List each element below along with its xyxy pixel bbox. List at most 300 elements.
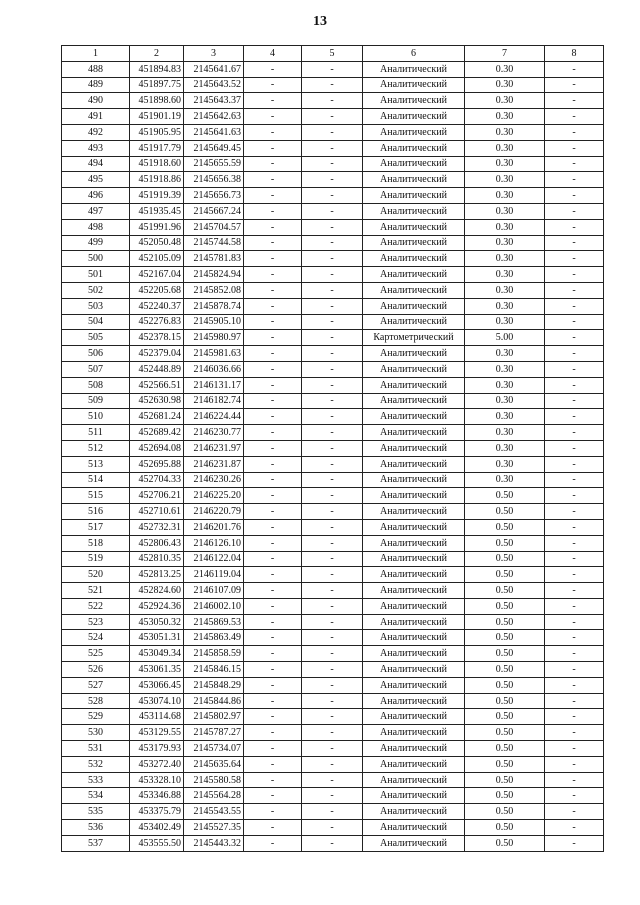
x-coordinate-cell: 452704.33 [130, 472, 184, 488]
x-coordinate-cell: 451918.60 [130, 156, 184, 172]
method-cell: Аналитический [363, 725, 465, 741]
accuracy-cell: 0.50 [465, 677, 545, 693]
accuracy-cell: 0.50 [465, 567, 545, 583]
header-cell: 6 [363, 46, 465, 62]
accuracy-cell: 0.50 [465, 725, 545, 741]
y-coordinate-cell: 2145824.94 [184, 267, 244, 283]
column-8-cell: - [545, 109, 604, 125]
x-coordinate-cell: 453049.34 [130, 646, 184, 662]
column-4-cell: - [244, 203, 302, 219]
column-5-cell: - [302, 124, 363, 140]
point-number-cell: 529 [62, 709, 130, 725]
table-row [62, 203, 604, 219]
column-5-cell: - [302, 804, 363, 820]
method-cell: Аналитический [363, 425, 465, 441]
accuracy-cell: 0.30 [465, 346, 545, 362]
column-8-cell: - [545, 203, 604, 219]
accuracy-cell: 0.50 [465, 741, 545, 757]
point-number-cell: 494 [62, 156, 130, 172]
point-number-cell: 530 [62, 725, 130, 741]
column-4-cell: - [244, 109, 302, 125]
method-cell: Аналитический [363, 693, 465, 709]
table-row [62, 504, 604, 520]
column-5-cell: - [302, 235, 363, 251]
column-8-cell: - [545, 756, 604, 772]
point-number-cell: 536 [62, 820, 130, 836]
y-coordinate-cell: 2146182.74 [184, 393, 244, 409]
table-row [62, 61, 604, 77]
y-coordinate-cell: 2146119.04 [184, 567, 244, 583]
table-row [62, 662, 604, 678]
table-row [62, 567, 604, 583]
column-5-cell: - [302, 156, 363, 172]
y-coordinate-cell: 2145443.32 [184, 835, 244, 851]
column-8-cell: - [545, 267, 604, 283]
x-coordinate-cell: 453402.49 [130, 820, 184, 836]
table-row [62, 77, 604, 93]
column-5-cell: - [302, 330, 363, 346]
accuracy-cell: 0.30 [465, 156, 545, 172]
x-coordinate-cell: 452710.61 [130, 504, 184, 520]
column-5-cell: - [302, 725, 363, 741]
column-4-cell: - [244, 267, 302, 283]
accuracy-cell: 0.30 [465, 203, 545, 219]
column-5-cell: - [302, 61, 363, 77]
table-row [62, 298, 604, 314]
point-number-cell: 492 [62, 124, 130, 140]
accuracy-cell: 0.50 [465, 820, 545, 836]
table-row [62, 251, 604, 267]
point-number-cell: 510 [62, 409, 130, 425]
method-cell: Аналитический [363, 456, 465, 472]
y-coordinate-cell: 2145802.97 [184, 709, 244, 725]
table-row [62, 630, 604, 646]
header-cell: 1 [62, 46, 130, 62]
method-cell: Аналитический [363, 835, 465, 851]
column-4-cell: - [244, 314, 302, 330]
column-8-cell: - [545, 646, 604, 662]
method-cell: Аналитический [363, 188, 465, 204]
column-4-cell: - [244, 235, 302, 251]
accuracy-cell: 0.50 [465, 551, 545, 567]
column-4-cell: - [244, 741, 302, 757]
x-coordinate-cell: 453179.93 [130, 741, 184, 757]
column-5-cell: - [302, 267, 363, 283]
accuracy-cell: 0.50 [465, 614, 545, 630]
method-cell: Аналитический [363, 219, 465, 235]
table-row [62, 677, 604, 693]
column-4-cell: - [244, 361, 302, 377]
y-coordinate-cell: 2145848.29 [184, 677, 244, 693]
column-4-cell: - [244, 551, 302, 567]
method-cell: Аналитический [363, 235, 465, 251]
y-coordinate-cell: 2146107.09 [184, 583, 244, 599]
column-8-cell: - [545, 298, 604, 314]
accuracy-cell: 0.30 [465, 425, 545, 441]
column-5-cell: - [302, 298, 363, 314]
x-coordinate-cell: 452050.48 [130, 235, 184, 251]
column-5-cell: - [302, 282, 363, 298]
column-4-cell: - [244, 835, 302, 851]
column-5-cell: - [302, 93, 363, 109]
x-coordinate-cell: 452824.60 [130, 583, 184, 599]
column-8-cell: - [545, 741, 604, 757]
y-coordinate-cell: 2145858.59 [184, 646, 244, 662]
method-cell: Аналитический [363, 709, 465, 725]
column-4-cell: - [244, 630, 302, 646]
column-5-cell: - [302, 693, 363, 709]
accuracy-cell: 0.30 [465, 219, 545, 235]
column-4-cell: - [244, 709, 302, 725]
y-coordinate-cell: 2146231.87 [184, 456, 244, 472]
column-4-cell: - [244, 456, 302, 472]
method-cell: Аналитический [363, 61, 465, 77]
column-4-cell: - [244, 677, 302, 693]
column-4-cell: - [244, 646, 302, 662]
column-8-cell: - [545, 282, 604, 298]
y-coordinate-cell: 2145641.63 [184, 124, 244, 140]
column-5-cell: - [302, 314, 363, 330]
column-4-cell: - [244, 172, 302, 188]
y-coordinate-cell: 2145980.97 [184, 330, 244, 346]
y-coordinate-cell: 2145869.53 [184, 614, 244, 630]
x-coordinate-cell: 451894.83 [130, 61, 184, 77]
accuracy-cell: 0.50 [465, 835, 545, 851]
table-row [62, 756, 604, 772]
method-cell: Аналитический [363, 409, 465, 425]
method-cell: Аналитический [363, 93, 465, 109]
table-row [62, 456, 604, 472]
column-8-cell: - [545, 725, 604, 741]
column-4-cell: - [244, 219, 302, 235]
point-number-cell: 537 [62, 835, 130, 851]
method-cell: Аналитический [363, 662, 465, 678]
y-coordinate-cell: 2145744.58 [184, 235, 244, 251]
x-coordinate-cell: 452630.98 [130, 393, 184, 409]
point-number-cell: 521 [62, 583, 130, 599]
column-4-cell: - [244, 614, 302, 630]
column-5-cell: - [302, 440, 363, 456]
method-cell: Аналитический [363, 377, 465, 393]
x-coordinate-cell: 451897.75 [130, 77, 184, 93]
method-cell: Аналитический [363, 156, 465, 172]
column-5-cell: - [302, 504, 363, 520]
page-number: 13 [313, 14, 327, 29]
header-cell: 7 [465, 46, 545, 62]
point-number-cell: 515 [62, 488, 130, 504]
column-8-cell: - [545, 219, 604, 235]
accuracy-cell: 0.50 [465, 488, 545, 504]
y-coordinate-cell: 2145643.52 [184, 77, 244, 93]
point-number-cell: 524 [62, 630, 130, 646]
column-5-cell: - [302, 77, 363, 93]
column-5-cell: - [302, 251, 363, 267]
table-row [62, 140, 604, 156]
column-5-cell: - [302, 456, 363, 472]
column-8-cell: - [545, 61, 604, 77]
point-number-cell: 533 [62, 772, 130, 788]
x-coordinate-cell: 452105.09 [130, 251, 184, 267]
method-cell: Аналитический [363, 440, 465, 456]
column-4-cell: - [244, 567, 302, 583]
y-coordinate-cell: 2145878.74 [184, 298, 244, 314]
y-coordinate-cell: 2145844.86 [184, 693, 244, 709]
column-4-cell: - [244, 346, 302, 362]
column-8-cell: - [545, 709, 604, 725]
column-5-cell: - [302, 219, 363, 235]
method-cell: Аналитический [363, 614, 465, 630]
method-cell: Аналитический [363, 472, 465, 488]
point-number-cell: 532 [62, 756, 130, 772]
y-coordinate-cell: 2146230.77 [184, 425, 244, 441]
table-row [62, 583, 604, 599]
column-4-cell: - [244, 140, 302, 156]
column-4-cell: - [244, 93, 302, 109]
column-8-cell: - [545, 662, 604, 678]
table-row [62, 440, 604, 456]
accuracy-cell: 0.30 [465, 109, 545, 125]
x-coordinate-cell: 452813.25 [130, 567, 184, 583]
x-coordinate-cell: 452167.04 [130, 267, 184, 283]
column-8-cell: - [545, 156, 604, 172]
column-5-cell: - [302, 425, 363, 441]
y-coordinate-cell: 2146131.17 [184, 377, 244, 393]
column-5-cell: - [302, 772, 363, 788]
accuracy-cell: 0.30 [465, 172, 545, 188]
x-coordinate-cell: 453328.10 [130, 772, 184, 788]
table-row [62, 425, 604, 441]
accuracy-cell: 0.30 [465, 93, 545, 109]
column-5-cell: - [302, 140, 363, 156]
method-cell: Аналитический [363, 504, 465, 520]
y-coordinate-cell: 2145642.63 [184, 109, 244, 125]
y-coordinate-cell: 2145656.73 [184, 188, 244, 204]
column-4-cell: - [244, 124, 302, 140]
column-5-cell: - [302, 756, 363, 772]
y-coordinate-cell: 2145580.58 [184, 772, 244, 788]
y-coordinate-cell: 2145656.38 [184, 172, 244, 188]
column-5-cell: - [302, 393, 363, 409]
column-5-cell: - [302, 203, 363, 219]
table-row [62, 741, 604, 757]
column-8-cell: - [545, 251, 604, 267]
point-number-cell: 517 [62, 519, 130, 535]
accuracy-cell: 0.50 [465, 662, 545, 678]
column-8-cell: - [545, 519, 604, 535]
point-number-cell: 509 [62, 393, 130, 409]
point-number-cell: 508 [62, 377, 130, 393]
x-coordinate-cell: 451919.39 [130, 188, 184, 204]
accuracy-cell: 0.50 [465, 504, 545, 520]
y-coordinate-cell: 2146230.26 [184, 472, 244, 488]
column-5-cell: - [302, 820, 363, 836]
column-5-cell: - [302, 519, 363, 535]
y-coordinate-cell: 2146224.44 [184, 409, 244, 425]
x-coordinate-cell: 452689.42 [130, 425, 184, 441]
method-cell: Аналитический [363, 314, 465, 330]
x-coordinate-cell: 453066.45 [130, 677, 184, 693]
table-row [62, 519, 604, 535]
column-4-cell: - [244, 788, 302, 804]
column-5-cell: - [302, 662, 363, 678]
column-8-cell: - [545, 488, 604, 504]
column-5-cell: - [302, 567, 363, 583]
y-coordinate-cell: 2145543.55 [184, 804, 244, 820]
table-row [62, 235, 604, 251]
x-coordinate-cell: 453129.55 [130, 725, 184, 741]
point-number-cell: 506 [62, 346, 130, 362]
table-row [62, 804, 604, 820]
point-number-cell: 507 [62, 361, 130, 377]
method-cell: Аналитический [363, 124, 465, 140]
accuracy-cell: 0.30 [465, 235, 545, 251]
column-4-cell: - [244, 504, 302, 520]
table-row [62, 188, 604, 204]
y-coordinate-cell: 2145649.45 [184, 140, 244, 156]
table-row [62, 535, 604, 551]
method-cell: Аналитический [363, 820, 465, 836]
table-row [62, 267, 604, 283]
table-row [62, 172, 604, 188]
point-number-cell: 522 [62, 598, 130, 614]
column-8-cell: - [545, 346, 604, 362]
column-8-cell: - [545, 772, 604, 788]
column-5-cell: - [302, 614, 363, 630]
table-row [62, 409, 604, 425]
column-8-cell: - [545, 330, 604, 346]
x-coordinate-cell: 452448.89 [130, 361, 184, 377]
point-number-cell: 518 [62, 535, 130, 551]
column-8-cell: - [545, 425, 604, 441]
table-row [62, 330, 604, 346]
y-coordinate-cell: 2146220.79 [184, 504, 244, 520]
y-coordinate-cell: 2145655.59 [184, 156, 244, 172]
x-coordinate-cell: 452695.88 [130, 456, 184, 472]
point-number-cell: 488 [62, 61, 130, 77]
x-coordinate-cell: 451935.45 [130, 203, 184, 219]
column-4-cell: - [244, 393, 302, 409]
point-number-cell: 499 [62, 235, 130, 251]
column-4-cell: - [244, 330, 302, 346]
y-coordinate-cell: 2145846.15 [184, 662, 244, 678]
column-8-cell: - [545, 409, 604, 425]
point-number-cell: 535 [62, 804, 130, 820]
column-8-cell: - [545, 77, 604, 93]
accuracy-cell: 0.30 [465, 393, 545, 409]
method-cell: Аналитический [363, 788, 465, 804]
x-coordinate-cell: 452379.04 [130, 346, 184, 362]
column-4-cell: - [244, 77, 302, 93]
x-coordinate-cell: 453346.88 [130, 788, 184, 804]
column-5-cell: - [302, 677, 363, 693]
table-row [62, 788, 604, 804]
x-coordinate-cell: 452566.51 [130, 377, 184, 393]
y-coordinate-cell: 2145641.67 [184, 61, 244, 77]
column-8-cell: - [545, 314, 604, 330]
x-coordinate-cell: 451991.96 [130, 219, 184, 235]
method-cell: Аналитический [363, 361, 465, 377]
accuracy-cell: 0.30 [465, 251, 545, 267]
x-coordinate-cell: 453555.50 [130, 835, 184, 851]
x-coordinate-cell: 451905.95 [130, 124, 184, 140]
column-5-cell: - [302, 630, 363, 646]
y-coordinate-cell: 2145787.27 [184, 725, 244, 741]
y-coordinate-cell: 2145643.37 [184, 93, 244, 109]
column-4-cell: - [244, 298, 302, 314]
point-number-cell: 514 [62, 472, 130, 488]
table-row [62, 282, 604, 298]
table-row [62, 472, 604, 488]
method-cell: Аналитический [363, 583, 465, 599]
column-5-cell: - [302, 488, 363, 504]
accuracy-cell: 0.50 [465, 788, 545, 804]
y-coordinate-cell: 2146036.66 [184, 361, 244, 377]
method-cell: Аналитический [363, 140, 465, 156]
column-5-cell: - [302, 788, 363, 804]
column-4-cell: - [244, 725, 302, 741]
method-cell: Аналитический [363, 203, 465, 219]
column-4-cell: - [244, 472, 302, 488]
column-4-cell: - [244, 188, 302, 204]
point-number-cell: 523 [62, 614, 130, 630]
point-number-cell: 519 [62, 551, 130, 567]
column-8-cell: - [545, 835, 604, 851]
method-cell: Аналитический [363, 109, 465, 125]
table-row [62, 314, 604, 330]
x-coordinate-cell: 452694.08 [130, 440, 184, 456]
column-5-cell: - [302, 583, 363, 599]
method-cell: Аналитический [363, 772, 465, 788]
table-row [62, 551, 604, 567]
method-cell: Аналитический [363, 298, 465, 314]
method-cell: Аналитический [363, 488, 465, 504]
y-coordinate-cell: 2146126.10 [184, 535, 244, 551]
point-number-cell: 503 [62, 298, 130, 314]
point-number-cell: 504 [62, 314, 130, 330]
method-cell: Аналитический [363, 741, 465, 757]
method-cell: Аналитический [363, 677, 465, 693]
method-cell: Аналитический [363, 756, 465, 772]
column-8-cell: - [545, 535, 604, 551]
y-coordinate-cell: 2146225.20 [184, 488, 244, 504]
x-coordinate-cell: 451918.86 [130, 172, 184, 188]
y-coordinate-cell: 2145564.28 [184, 788, 244, 804]
method-cell: Аналитический [363, 630, 465, 646]
table-row [62, 646, 604, 662]
column-8-cell: - [545, 235, 604, 251]
column-4-cell: - [244, 804, 302, 820]
column-8-cell: - [545, 504, 604, 520]
table-row [62, 219, 604, 235]
point-number-cell: 498 [62, 219, 130, 235]
y-coordinate-cell: 2145905.10 [184, 314, 244, 330]
x-coordinate-cell: 453114.68 [130, 709, 184, 725]
column-5-cell: - [302, 835, 363, 851]
accuracy-cell: 0.30 [465, 124, 545, 140]
table-header-row [62, 46, 604, 62]
column-8-cell: - [545, 377, 604, 393]
x-coordinate-cell: 452240.37 [130, 298, 184, 314]
point-number-cell: 512 [62, 440, 130, 456]
point-number-cell: 501 [62, 267, 130, 283]
header-cell: 4 [244, 46, 302, 62]
method-cell: Аналитический [363, 346, 465, 362]
column-4-cell: - [244, 282, 302, 298]
accuracy-cell: 0.30 [465, 456, 545, 472]
y-coordinate-cell: 2145635.64 [184, 756, 244, 772]
method-cell: Аналитический [363, 598, 465, 614]
column-8-cell: - [545, 598, 604, 614]
